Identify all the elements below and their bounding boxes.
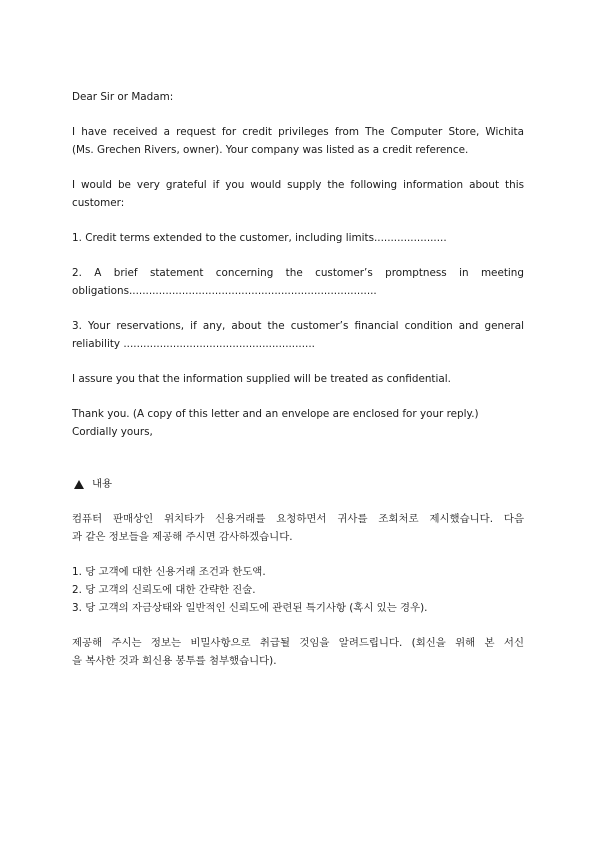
request-item-1: 1. Credit terms extended to the customer, including limits......................	[72, 232, 447, 244]
thanks-paragraph: Thank you. (A copy of this letter and an envelope are enclosed for your reply.)	[72, 408, 479, 420]
request-paragraph	[72, 176, 524, 212]
summary-list-item: 3. 당 고객의 자금상태와 일반적인 신뢰도에 관련된 특기사항 (혹시 있는 경우).	[72, 602, 428, 614]
closing: Cordially yours,	[72, 426, 153, 438]
summary-list	[72, 563, 524, 617]
summary-para-2-line-1: 제공해 주시는 정보는 비밀사항으로 취급될 것임을 알려드립니다. (회신을 위해 본 서신	[72, 637, 524, 649]
request-item-2	[72, 264, 524, 300]
summary-para-1-line-2: 과 같은 정보들을 제공해 주시면 감사하겠습니다.	[72, 531, 293, 543]
triangle-bullet-icon	[74, 480, 84, 489]
summary-paragraph-1	[72, 510, 524, 546]
request-line-1: I would be very grateful if you would supply the following information about this	[72, 179, 524, 191]
summary-paragraph-2	[72, 634, 524, 670]
summary-list-item: 1. 당 고객에 대한 신용거래 조건과 한도액.	[72, 566, 266, 578]
item-2-line-2: obligations...........................................................................	[72, 285, 377, 297]
summary-list-item: 2. 당 고객의 신뢰도에 대한 간략한 진술.	[72, 584, 256, 596]
summary-heading	[72, 475, 524, 493]
intro-paragraph	[72, 123, 524, 159]
request-item-3	[72, 317, 524, 353]
intro-line-1: I have received a request for credit privileges from The Computer Store, Wichita	[72, 126, 524, 138]
intro-line-2: (Ms. Grechen Rivers, owner). Your company was listed as a credit reference.	[72, 144, 469, 156]
item-3-line-2: reliability ..........................................................	[72, 338, 315, 350]
summary-para-2-line-2: 을 복사한 것과 회신용 봉투를 첨부했습니다).	[72, 655, 277, 667]
salutation: Dear Sir or Madam:	[72, 91, 174, 103]
document-page	[72, 88, 524, 670]
item-2-line-1: 2. A brief statement concerning the customer’s promptness in meeting	[72, 267, 524, 279]
request-line-2: customer:	[72, 197, 125, 209]
item-3-line-1: 3. Your reservations, if any, about the customer’s financial condition and general	[72, 320, 524, 332]
summary-heading-text: 내용	[92, 478, 113, 490]
summary-para-1-line-1: 컴퓨터 판매상인 위치타가 신용거래를 요청하면서 귀사를 조회처로 제시했습니다. 다음	[72, 513, 524, 525]
assurance-paragraph: I assure you that the information supplied will be treated as confidential.	[72, 373, 451, 385]
